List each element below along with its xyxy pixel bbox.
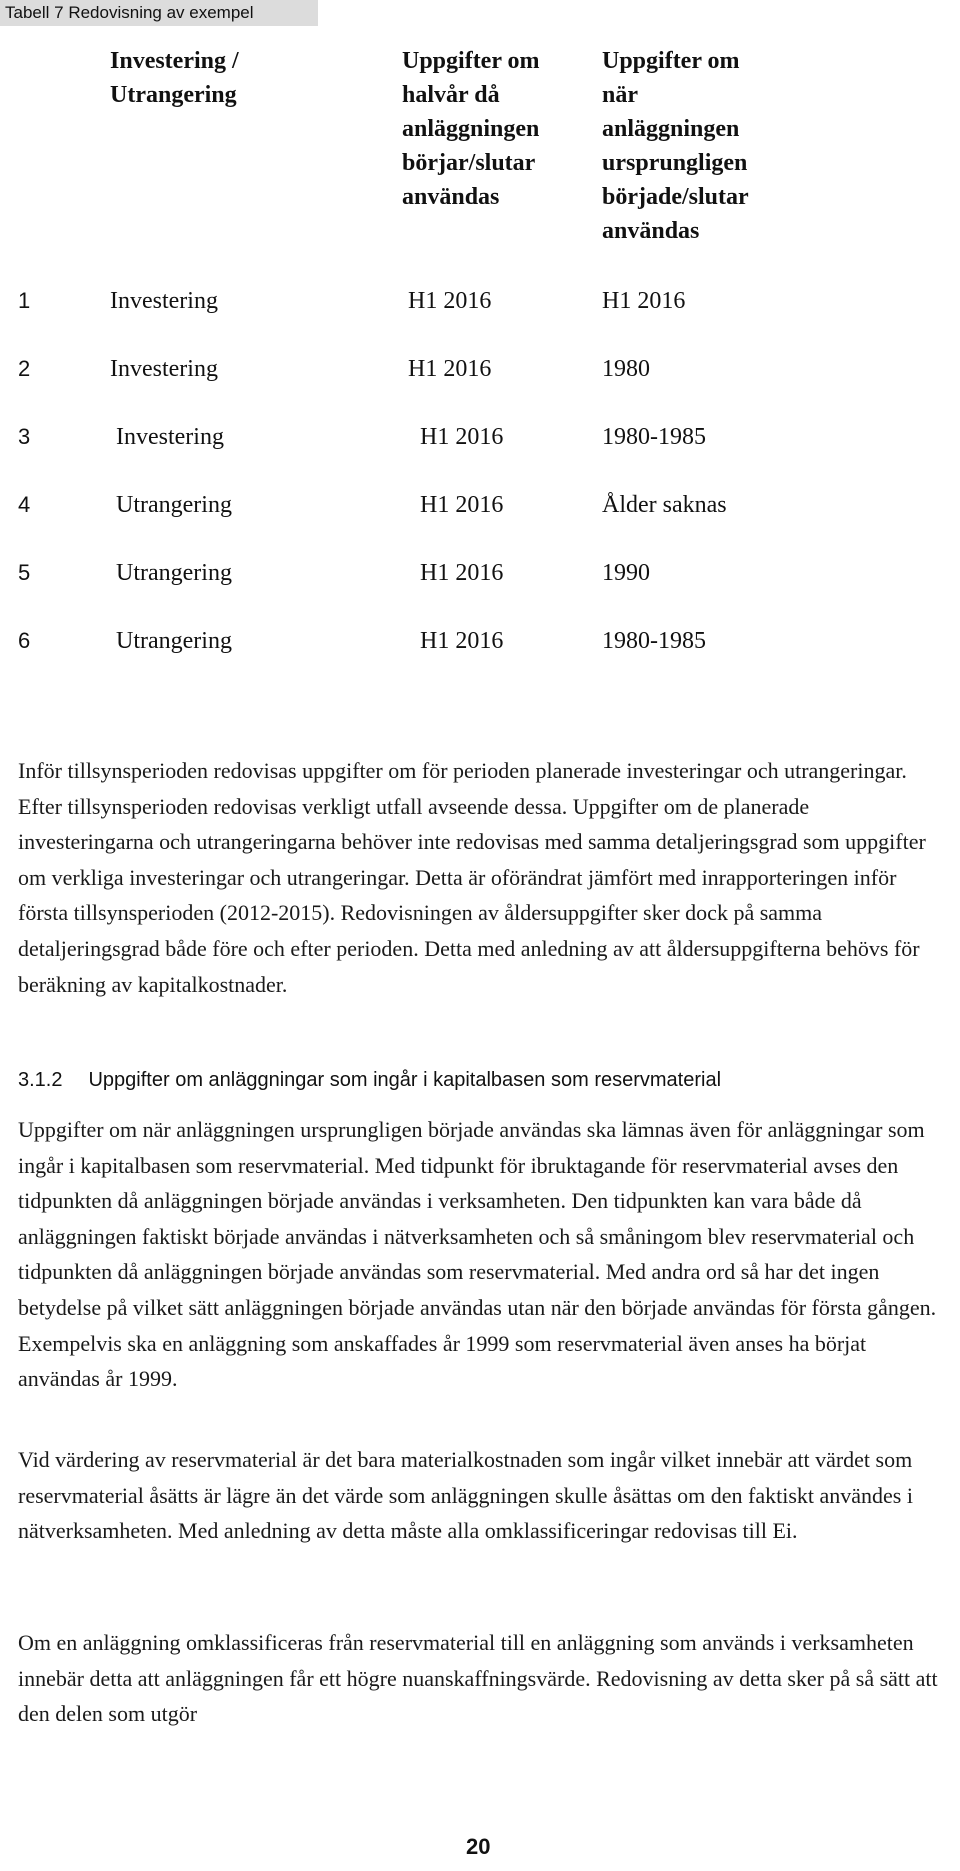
table-row [0, 488, 960, 556]
row-number: 5 [18, 560, 31, 585]
row-origin: 1980 [602, 356, 650, 382]
header-line: användas [602, 218, 700, 244]
row-half-year: H1 2016 [408, 356, 492, 382]
section-title: Uppgifter om anläggningar som ingår i kapitalbasen som reservmaterial [88, 1069, 722, 1091]
row-type: Utrangering [116, 560, 232, 586]
row-origin: Ålder saknas [602, 492, 727, 518]
row-origin: H1 2016 [602, 288, 686, 314]
paragraph-reclassification: Om en anläggning omklassificeras från reservmaterial till en anläggning som används i verksamheten innebär detta att anläggningen får ett högre nuanskaffningsvärde. Redovisning av detta sker på så sätt att den delen som utgör [18, 1630, 938, 1727]
row-origin: 1990 [602, 560, 650, 586]
row-origin: 1980-1985 [602, 424, 706, 450]
row-half-year: H1 2016 [420, 560, 504, 586]
table-caption: Tabell 7 Redovisning av exempel [0, 0, 318, 26]
row-origin: 1980-1985 [602, 628, 706, 654]
header-line: Utrangering [110, 82, 237, 108]
header-line: användas [402, 184, 500, 210]
header-col-half-year [402, 44, 592, 214]
table-row [0, 556, 960, 624]
header-col-origin [602, 44, 792, 248]
row-half-year: H1 2016 [420, 492, 504, 518]
paragraph-reporting: Inför tillsynsperioden redovisas uppgifter om för perioden planerade investeringar och utrangeringar. Efter tillsynsperioden redovisas verkligt utfall avseende dessa. Uppgifter om de planerade investeringarna och utrangeringarna behöver inte redovisas med samma detaljeringsgrad som uppgifter om verkliga investeringar och utrangeringar. Detta är oförändrat jämfört med inrapporteringen inför första tillsynsperioden (2012-2015). Redovisningen av åldersuppgifter sker dock på samma detaljeringsgrad både före och efter perioden. Detta med anledning av att åldersuppgifterna behövs för beräkning av kapitalkostnader. [18, 758, 926, 997]
header-line: anläggningen [602, 116, 740, 142]
row-type: Utrangering [116, 628, 232, 654]
row-type: Utrangering [116, 492, 232, 518]
paragraph-valuation: Vid värdering av reservmaterial är det bara materialkostnaden som ingår vilket innebär att värdet som reservmaterial åsätts är lägre än det värde som anläggningen skulle åsättas om den faktiskt användes i nätverksamheten. Med anledning av detta måste alla omklassificeringar redovisas till Ei. [18, 1447, 913, 1544]
header-line: anläggningen [402, 116, 540, 142]
row-number: 1 [18, 288, 31, 313]
row-type: Investering [110, 356, 218, 382]
paragraph-reserve-material: Uppgifter om när anläggningen ursprungligen började användas ska lämnas även för anläggningar som ingår i kapitalbasen som reservmaterial. Med tidpunkt för ibruktagande för reservmaterial avses den tidpunkten då anläggningen började användas i verksamheten. Den tidpunkten kan vara både då anläggningen faktiskt började användas i nätverksamheten och så småningom blev reservmaterial och tidpunkten då anläggningen började användas som reservmaterial. Med andra ord så har det ingen betydelse på vilket sätt anläggningen började användas utan när den började användas för första gången. Exempelvis ska en anläggning som anskaffades år 1999 som reservmaterial även anses ha börjat användas år 1999. [18, 1117, 937, 1392]
header-line: började/slutar [602, 184, 749, 210]
section-heading [18, 1065, 938, 1095]
header-line: ursprungligen [602, 150, 748, 176]
header-line: Uppgifter om [402, 48, 540, 74]
header-col-type [110, 44, 310, 112]
row-half-year: H1 2016 [420, 424, 504, 450]
table-body [0, 284, 960, 692]
row-type: Investering [116, 424, 224, 450]
section-number: 3.1.2 [18, 1069, 63, 1091]
row-number: 6 [18, 628, 31, 653]
page-number: 20 [466, 1834, 491, 1859]
table-row [0, 352, 960, 420]
row-half-year: H1 2016 [408, 288, 492, 314]
row-number: 4 [18, 492, 31, 517]
table-row [0, 624, 960, 692]
table-row [0, 284, 960, 352]
table-row [0, 420, 960, 488]
table-header [0, 44, 960, 254]
header-line: när [602, 82, 638, 108]
row-half-year: H1 2016 [420, 628, 504, 654]
row-number: 2 [18, 356, 31, 381]
header-line: börjar/slutar [402, 150, 536, 176]
row-number: 3 [18, 424, 31, 449]
header-line: Uppgifter om [602, 48, 740, 74]
row-type: Investering [110, 288, 218, 314]
header-line: Investering / [110, 48, 239, 74]
header-line: halvår då [402, 82, 500, 108]
